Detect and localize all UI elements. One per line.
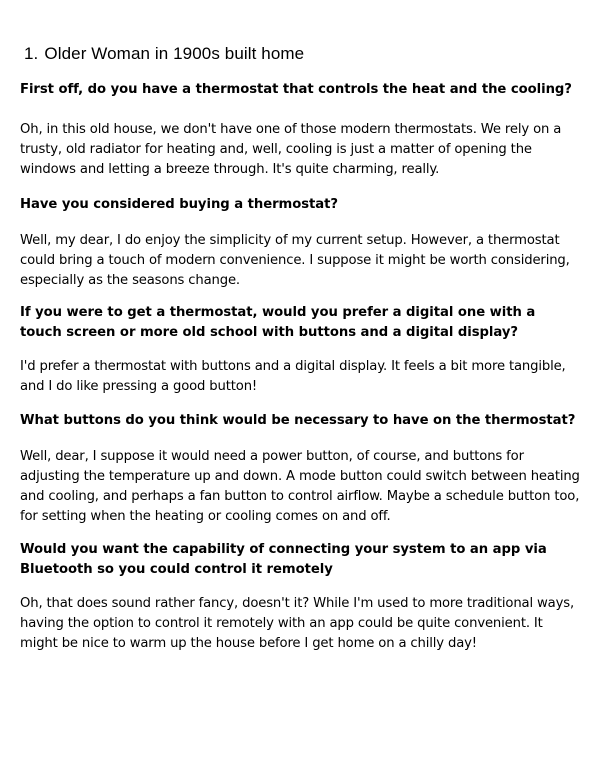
- question-3: If you were to get a thermostat, would you prefer a digital one with a touch screen or more old school with buttons and a digital display?: [20, 305, 536, 340]
- answer-1: Oh, in this old house, we don't have one of those modern thermostats. We rely on a trusty, old radiator for heating and, well, cooling is just a matter of opening the windows and letting a breeze through. It's quite charming, really.: [20, 122, 562, 177]
- answer-3: I'd prefer a thermostat with buttons and a digital display. It feels a bit more tangible, and I do like pressing a good button!: [20, 359, 566, 394]
- answer-5: Oh, that does sound rather fancy, doesn't it? While I'm used to more traditional ways, having the option to control it remotely with an app could be quite convenient. It might be nice to warm up the house before I get home on a chilly day!: [20, 596, 575, 651]
- qa-block-2: [20, 195, 580, 291]
- question-2: Have you considered buying a thermostat?: [20, 197, 339, 212]
- answer-4: Well, dear, I suppose it would need a power button, of course, and buttons for adjusting the temperature up and down. A mode button could switch between heating and cooling, and perhaps a fan button to control airflow. Maybe a schedule button too, for setting when the heating or cooling comes on and off.: [20, 449, 580, 524]
- section-heading: [24, 44, 304, 64]
- qa-block-5: [20, 540, 580, 654]
- qa-block-1: [20, 80, 580, 180]
- qa-block-3: [20, 303, 580, 397]
- question-4: What buttons do you think would be necessary to have on the thermostat?: [20, 413, 576, 428]
- section-title: Older Woman in 1900s built home: [44, 44, 305, 63]
- answer-2: Well, my dear, I do enjoy the simplicity of my current setup. However, a thermostat could bring a touch of modern convenience. I suppose it might be worth considering, especially as the seasons change.: [20, 233, 570, 288]
- section-number: 1.: [24, 44, 39, 63]
- question-5: Would you want the capability of connecting your system to an app via Bluetooth so you could control it remotely: [20, 542, 547, 577]
- question-1: First off, do you have a thermostat that controls the heat and the cooling?: [20, 82, 572, 97]
- qa-block-4: [20, 411, 580, 527]
